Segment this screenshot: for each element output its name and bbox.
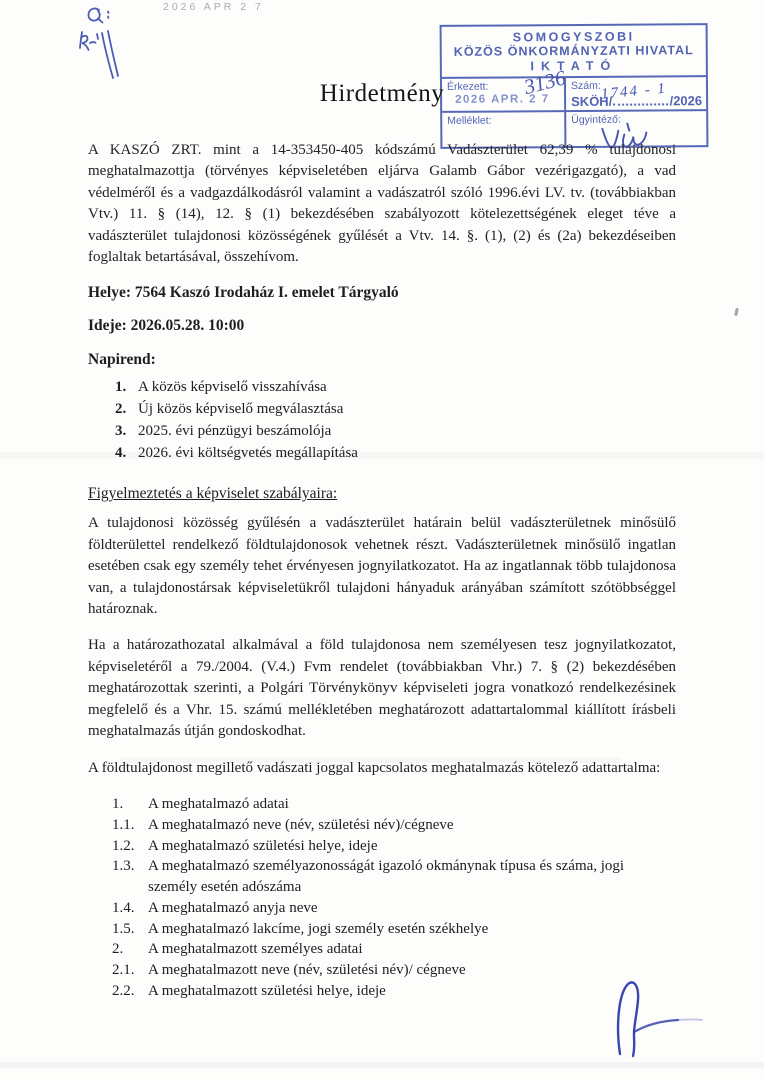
agenda-item-text: 2026. évi költségvetés megállapítása <box>138 445 358 462</box>
mandate-item <box>112 856 676 898</box>
meeting-time-label: Ideje: <box>88 317 131 335</box>
agenda-item-number: 1. <box>115 379 127 396</box>
agenda-item <box>115 442 676 464</box>
agenda-item-number: 3. <box>115 423 127 440</box>
agenda-item-text: 2025. évi pénzügyi beszámolója <box>138 423 332 440</box>
stamp-number-prefix: SKÖH/ <box>571 93 613 110</box>
warning-paragraph-2: Ha a határozathozatal alkalmával a föld tulajdonosa nem személyesen tesz jognyilatkozatot, képviseletéről a 79./2004. (V.4.) Fvm rendelet (továbbiakban Vhr.) 7. § (2) bekezdésében meghatározottak szerinti, a Polgári Törvénykönyv képviseleti jogra vonatkozó rendelkezésinek megfelelő és a Vhr. 15. számú mellékletében meghatározott adattartalommal kiállított írásbeli meghatalmazás útján gondoskodhat. <box>88 637 676 740</box>
mandate-item-number: 1. <box>112 795 124 812</box>
stamp-number-suffix: /2026 <box>669 93 703 109</box>
mandate-item-number: 1.3. <box>112 858 135 875</box>
meeting-place <box>88 283 676 303</box>
mandate-item <box>112 836 676 857</box>
agenda-item-number: 2. <box>115 401 127 418</box>
stamp-number-handwritten: 1744 - 1 <box>600 80 668 103</box>
stamp-received-number-handwritten: 3136 <box>521 65 569 100</box>
agenda-item <box>115 376 676 398</box>
mandate-item <box>112 919 676 940</box>
mandate-item <box>112 898 676 919</box>
mandate-item <box>112 981 676 1002</box>
mandate-item-number: 1.2. <box>112 837 135 854</box>
mandate-item-number: 2. <box>112 941 124 958</box>
mandate-item-text: A meghatalmazó születési helye, ideje <box>148 837 378 854</box>
mandate-item-number: 1.1. <box>112 816 135 833</box>
stamp-office-line1: SOMOGYSZOBI <box>512 29 635 45</box>
mandate-item-number: 2.2. <box>112 983 135 1000</box>
agenda-heading: Napirend: <box>88 351 156 369</box>
stamp-office-line3: IKTATÓ <box>530 58 618 74</box>
meeting-time <box>88 316 676 336</box>
stamp-received-date: 2026 APR. 2 7 <box>455 93 550 106</box>
mandate-item <box>112 960 676 981</box>
stamp-received-label: Érkezett: <box>446 80 489 93</box>
stamp-attachment-label: Melléklet: <box>447 114 492 127</box>
stamp-office-line2: KÖZÖS ÖNKORMÁNYZATI HIVATAL <box>453 43 694 59</box>
mandate-item-text: A meghatalmazó anyja neve <box>148 899 318 916</box>
mandate-item-text: A meghatalmazó adatai <box>148 795 289 812</box>
mandate-list <box>88 794 676 1002</box>
agenda-list <box>88 376 676 464</box>
warning-heading: Figyelmeztetés a képviselet szabályaira: <box>88 485 338 503</box>
mandate-item-number: 2.1. <box>112 962 135 979</box>
stamp-clerk-label: Ügyintéző: <box>571 113 621 127</box>
mandate-item <box>112 794 676 815</box>
signature-mark <box>600 976 708 1064</box>
mandate-item-number: 1.5. <box>112 920 135 937</box>
agenda-item-text: Új közös képviselő megválasztása <box>138 401 344 418</box>
meeting-place-label: Helye: <box>88 284 135 302</box>
warning-paragraph-1: A tulajdonosi közösség gyűlésén a vadászterület határain belül vadászterületnek minősülő földterülettel rendelkező földtulajdonosok vehetnek részt. Vadászterületnek minősülő ingatlan esetében csak egy személy tehet érvényesen jognyilatkozatot. Ha az ingatlannak több tulajdonosa van, a tulajdonostársak képviseletükről tulajdoni hányaduk arányában számított szótöbbséggel határoznak. <box>88 515 676 618</box>
mandate-item <box>112 815 676 836</box>
stamp-number-label: Szám: <box>570 79 601 93</box>
meeting-place-value: 7564 Kaszó Irodaház I. emelet Tárgyaló <box>134 284 399 302</box>
mandate-intro: A földtulajdonost megillető vadászati joggal kapcsolatos meghatalmazás kötelező adattartalma: <box>88 759 661 776</box>
mandate-item <box>112 939 676 960</box>
agenda-item-number: 4. <box>115 445 127 462</box>
mandate-item-text: A meghatalmazott személyes adatai <box>148 941 363 958</box>
intro-paragraph: A KASZÓ ZRT. mint a 14-353450-405 kódszámú Vadászterület 62,39 % tulajdonosi meghatalmazottja (törvényes képviseletében eljárva Galamb Gábor vezérigazgató), a vad védelméről és a vadgazdálkodásról valamint a vadászatról szóló 1996.évi LV. tv. (továbbiakban Vtv.) 11. § (14), 12. § (1) bekezdésében szabályozott kötelezettségének eleget téve a vadászterület tulajdonosi közösségének gyűlését a Vtv. 14. §. (1), (2) és (2a) bekezdéseiben foglaltak betartásával, összehívom. <box>88 142 676 266</box>
meeting-time-value: 2026.05.28. 10:00 <box>130 317 245 335</box>
agenda-item <box>115 398 676 420</box>
agenda-item <box>115 420 676 442</box>
mandate-item-text: A meghatalmazott neve (név, születési név)/ cégneve <box>148 962 466 979</box>
document-title: Hirdetmény <box>319 80 445 107</box>
mandate-item-text: A meghatalmazó személyazonosságát igazoló okmánynak típusa és száma, jogi személy esetén adószáma <box>148 858 625 896</box>
mandate-item-text: A meghatalmazott születési helye, ideje <box>148 983 386 1000</box>
agenda-item-text: A közös képviselő visszahívása <box>138 379 327 396</box>
mandate-item-text: A meghatalmazó lakcíme, jogi személy esetén székhelye <box>148 920 489 937</box>
faint-date-stamp-text: 2026 APR 2 7 <box>163 1 264 13</box>
mandate-item-text: A meghatalmazó neve (név, születési név)/cégneve <box>148 816 454 833</box>
mandate-item-number: 1.4. <box>112 899 135 916</box>
